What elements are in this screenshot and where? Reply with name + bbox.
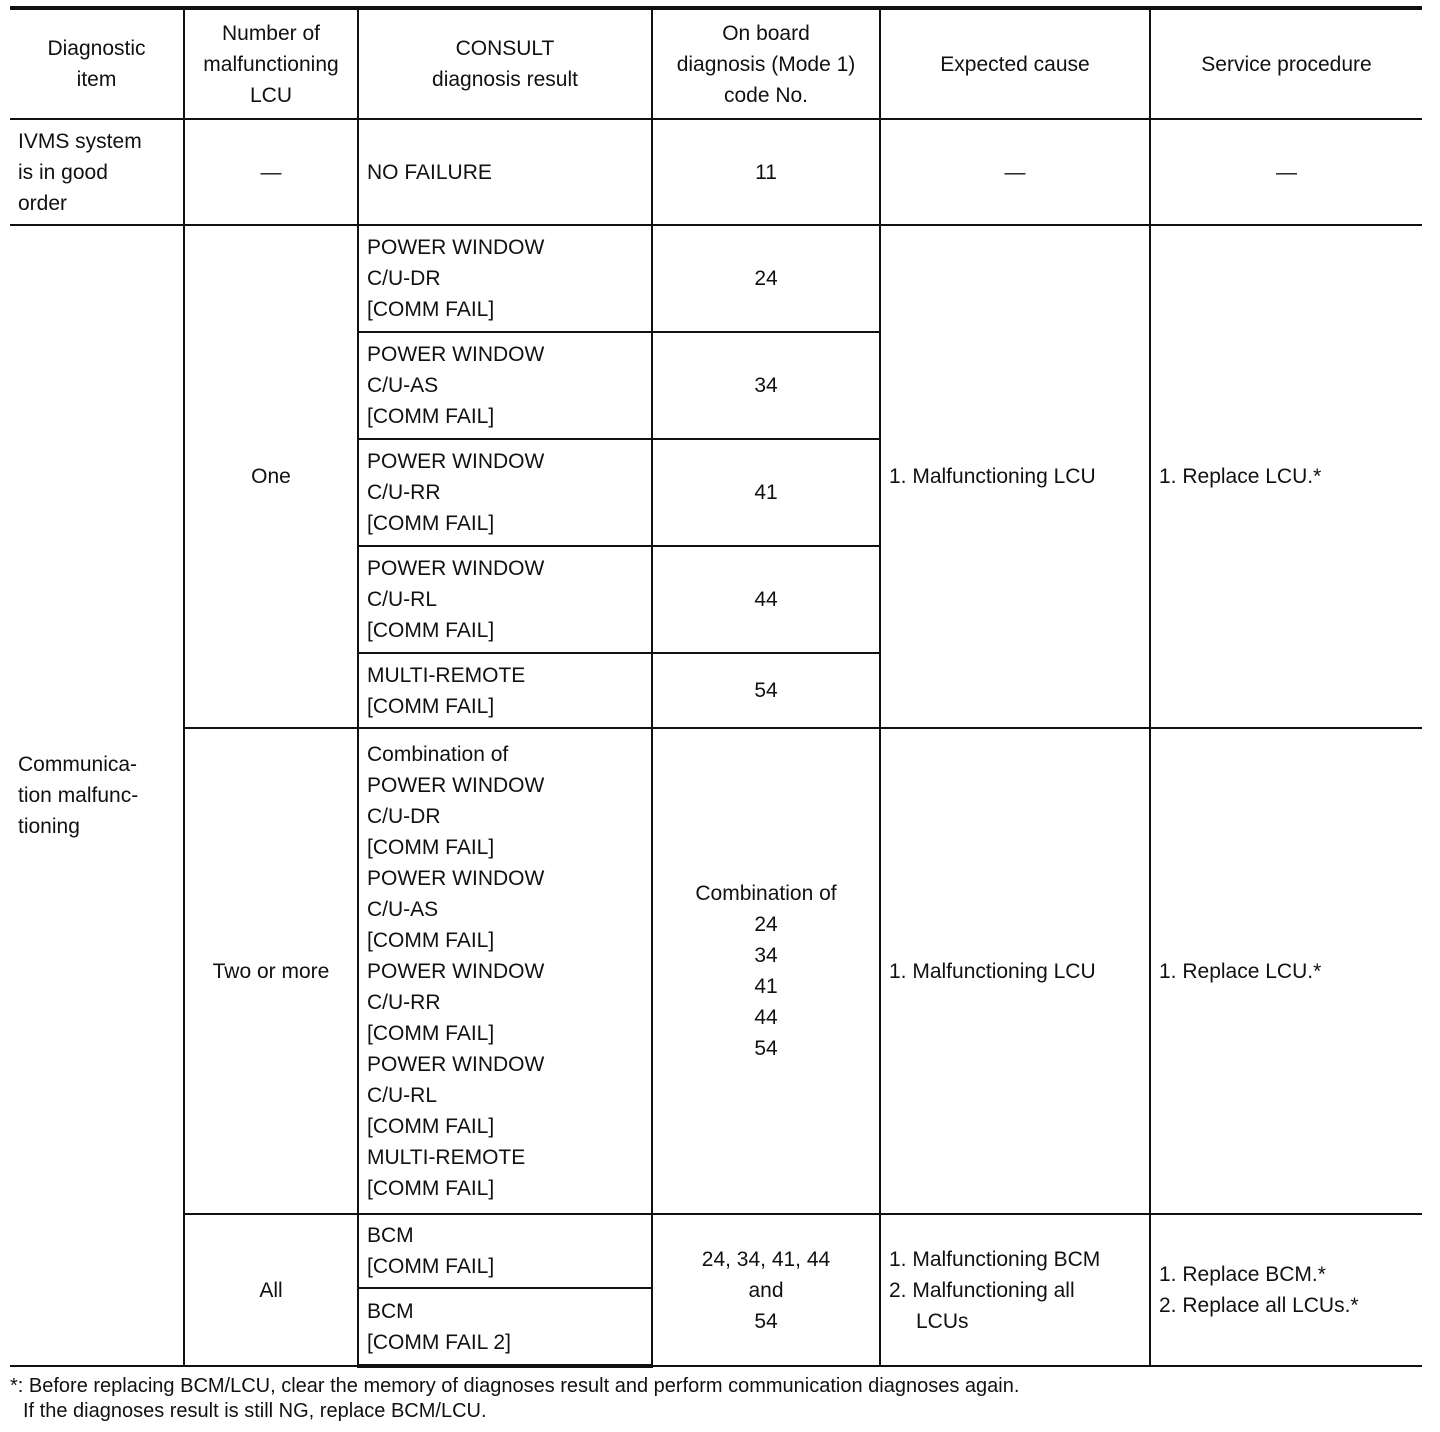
number-cell-one: One [184,225,358,728]
table-row [10,1214,1422,1288]
result-cell: BCM [COMM FAIL 2] [358,1288,652,1366]
code-cell: 24 [652,225,880,332]
cause-cell-two-or-more: 1. Malfunctioning LCU [880,728,1150,1214]
diagnosis-table [10,6,1422,1368]
result-cell: NO FAILURE [358,119,652,225]
header-number-malfunctioning: Number of malfunctioning LCU [184,8,358,119]
header-diagnostic-item: Diagnostic item [10,8,184,119]
table-row [10,119,1422,225]
code-cell-combination: Combination of 24 34 41 44 54 [652,728,880,1214]
number-cell-two-or-more: Two or more [184,728,358,1214]
footnote [10,1374,1019,1424]
code-cell: 34 [652,332,880,439]
code-cell-all: 24, 34, 41, 44 and 54 [652,1214,880,1366]
cause-cell-one: 1. Malfunctioning LCU [880,225,1150,728]
code-cell: 54 [652,653,880,728]
result-cell: MULTI-REMOTE [COMM FAIL] [358,653,652,728]
result-cell: POWER WINDOW C/U-AS [COMM FAIL] [358,332,652,439]
procedure-cell-one: 1. Replace LCU.* [1150,225,1422,728]
header-row [10,8,1422,119]
table-row [10,225,1422,332]
procedure-cell: — [1150,119,1422,225]
footnote-line-1: *: Before replacing BCM/LCU, clear the memory of diagnoses result and perform communication diagnoses again. [10,1375,1020,1397]
result-cell: BCM [COMM FAIL] [358,1214,652,1288]
footnote-line-2: If the diagnoses result is still NG, replace BCM/LCU. [23,1400,487,1422]
procedure-cell-all: 1. Replace BCM.* 2. Replace all LCUs.* [1150,1214,1422,1366]
table-row [10,728,1422,1214]
number-cell: — [184,119,358,225]
result-cell: POWER WINDOW C/U-DR [COMM FAIL] [358,225,652,332]
procedure-cell-two-or-more: 1. Replace LCU.* [1150,728,1422,1214]
header-expected-cause: Expected cause [880,8,1150,119]
cause-cell-all: 1. Malfunctioning BCM 2. Malfunctioning all LCUs [880,1214,1150,1366]
number-cell-all: All [184,1214,358,1366]
code-cell: 41 [652,439,880,546]
code-cell: 44 [652,546,880,653]
header-consult-result: CONSULT diagnosis result [358,8,652,119]
result-cell: POWER WINDOW C/U-RR [COMM FAIL] [358,439,652,546]
header-on-board-code: On board diagnosis (Mode 1) code No. [652,8,880,119]
result-cell-combination: Combination of POWER WINDOW C/U-DR [COMM FAIL] POWER WINDOW C/U-AS [COMM FAIL] POWER WINDOW C/U-RR [COMM FAIL] POWER WINDOW C/U-RL [COMM FAIL] MULTI-REMOTE [COMM FAIL] [358,728,652,1214]
cause-cell: — [880,119,1150,225]
result-cell: POWER WINDOW C/U-RL [COMM FAIL] [358,546,652,653]
diagnosis-table-container [10,6,1422,1368]
header-service-procedure: Service procedure [1150,8,1422,119]
diagnostic-item-good-order: IVMS system is in good order [10,119,184,225]
diagnostic-item-communication: Communica- tion malfunc- tioning [10,225,184,1366]
code-cell: 11 [652,119,880,225]
